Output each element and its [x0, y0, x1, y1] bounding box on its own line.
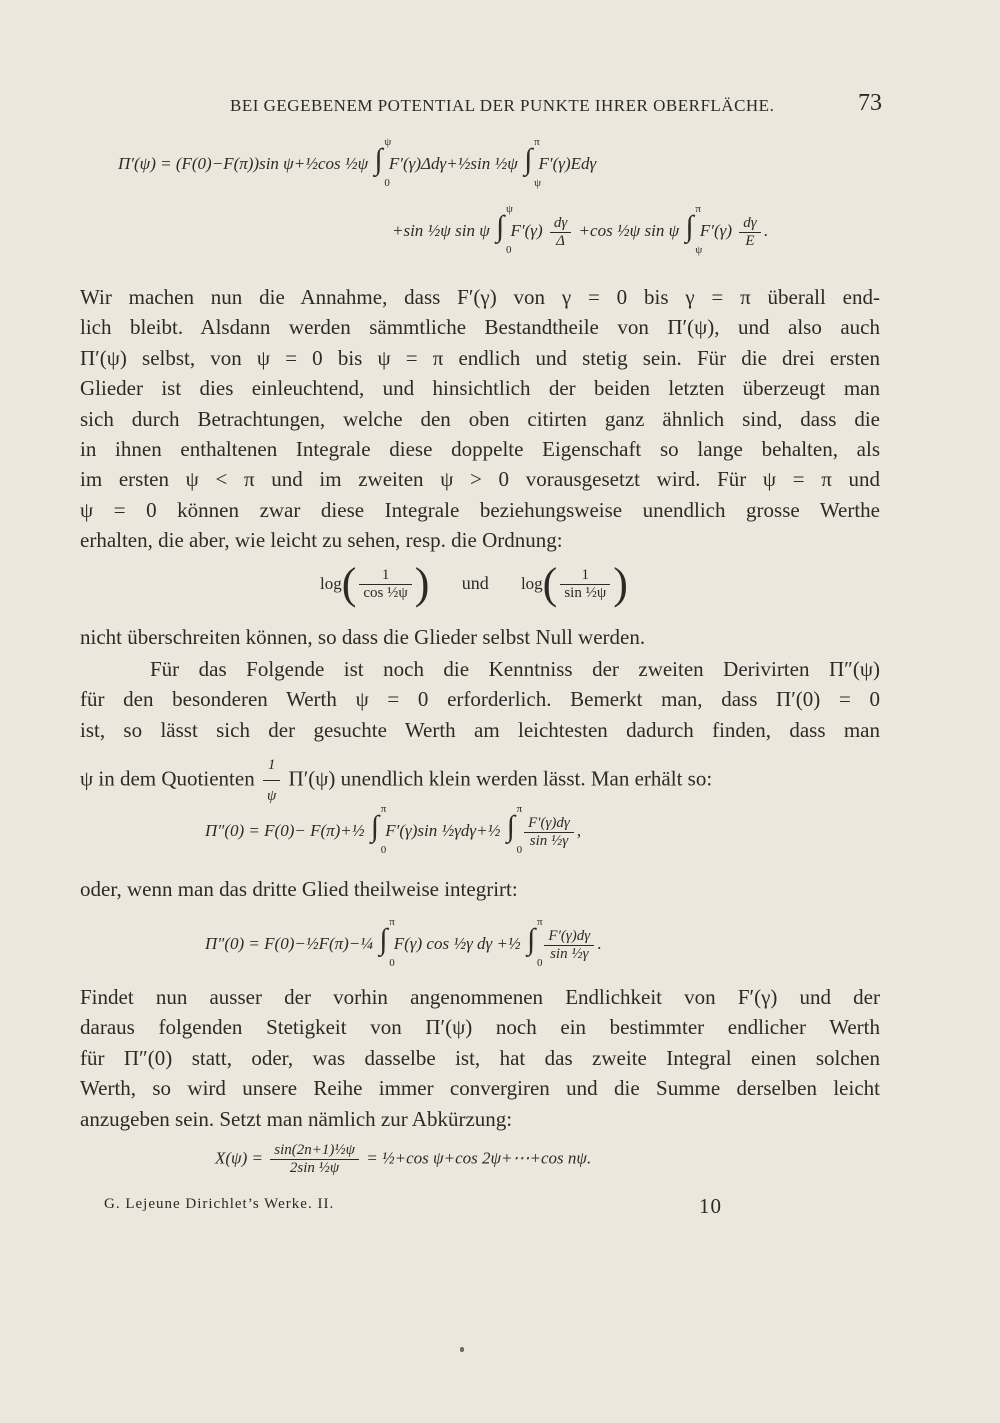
equation-5: Π″(0) = F(0)−½F(π)−¼ ∫ π 0 F(γ) cos ½γ dγ +½ ∫ π 0 $\frac{F'(\gamma)d\gamma}{\text{sin ½γ}}$ .	[205, 916, 602, 969]
integral-sign: ∫ π ψ	[524, 136, 541, 189]
fraction: $\frac{d\gamma}{E}$	[739, 215, 760, 250]
eq2-a: +sin ½ψ sin ψ	[392, 221, 490, 240]
paragraph-3: Für das Folgende ist noch die Kenntniss der zweiten Derivirten Π″(ψ) für den besonderen Werth ψ = 0 erforderlich. Bemerkt man, dass Π′(0) = 0 ist, so lässt sich der gesuchte Werth am leichtesten dadurch finden, dass man	[80, 657, 880, 742]
fraction: $\frac{\text{sin(2n+1)½ψ}}{\text{2sin ½ψ}}$	[270, 1142, 359, 1177]
eq1-mid: F′(γ)Δdγ+½sin ½ψ	[388, 154, 518, 173]
equation-2: +sin ½ψ sin ψ ∫ ψ 0 F′(γ) $\frac{d\gamma}{\Delta}$ +cos ½ψ sin ψ ∫ π ψ F′(γ) $\frac{d\gamma}{E}$ .	[392, 203, 768, 256]
page-footer	[104, 1194, 722, 1218]
eq1-end: F′(γ)Edγ	[538, 154, 597, 173]
signature-line: G. Lejeune Dirichlet’s Werke. II.	[104, 1196, 335, 1212]
eq1-lhs: Π′(ψ) = (F(0)−F(π))sin ψ+½cos ½ψ	[118, 154, 369, 173]
paragraph-1: Wir machen nun die Annahme, dass F′(γ) von γ = 0 bis γ = π überall end- lich bleibt. Alsdann werden sämmtliche Bestandtheile von Π′(ψ), und also auch Π′(ψ) selbst, von ψ = 0 bis ψ = π endlich und stetig sein. Für die drei ersten Glieder ist dies einleuchtend, und hinsichtlich der beiden letzten überzeugt man sich durch Betrachtungen, welche den oben citirten ganz ähnlich sind, dass die in ihnen enthaltenen Integrale diese doppelte Eigenschaft so lange behalten, als im ersten ψ < π und im zweiten ψ > 0 vorausgesetzt wird. Für ψ = π und ψ = 0 können zwar diese Integrale beziehungsweise unendlich grosse Werthe erhalten, die aber, wie leicht zu sehen, resp. die Ordnung:	[80, 285, 880, 553]
integral-sign: ∫ ψ 0	[496, 203, 513, 256]
fraction: $\frac{1}{\text{sin ½ψ}}$	[560, 567, 610, 602]
paragraph-4: oder, wenn man das dritte Glied theilweise integrirt:	[80, 877, 518, 901]
fraction: $\frac{1}{\psi}$	[263, 750, 280, 812]
log-expressions: log ( $\frac{1}{\text{cos ½ψ}}$ ) und log ( $\frac{1}{\text{sin ½ψ}}$ )	[320, 559, 628, 608]
paragraph-2: nicht überschreiten können, so dass die Glieder selbst Null werden.	[80, 625, 646, 649]
paragraph-5: Findet nun ausser der vorhin angenommenen Endlichkeit von F′(γ) und der daraus folgenden Stetigkeit von Π′(ψ) noch ein bestimmter endlicher Werth für Π″(0) statt, oder, was dasselbe ist, hat das zweite Integral einen solchen Werth, so wird unsere Reihe immer convergiren und die Summe derselben leicht anzugeben sein. Setzt man nämlich zur Abkürzung:	[80, 985, 880, 1131]
sheet-number: 10	[699, 1194, 722, 1218]
eq2-c: +cos ½ψ sin ψ	[578, 221, 680, 240]
integral-sign: ∫ ψ 0	[374, 136, 392, 189]
equation-4: Π″(0) = F(0)− F(π)+½ ∫ π 0 F′(γ)sin ½γdγ+½ ∫ π 0 $\frac{F'(\gamma)d\gamma}{\text{sin ½γ}}$ ,	[205, 803, 582, 856]
integral-sign: ∫ π 0	[370, 803, 387, 856]
integral-sign: ∫ π ψ	[685, 203, 703, 256]
integral-sign: ∫ π 0	[526, 916, 543, 969]
fraction: $\frac{1}{\text{cos ½ψ}}$	[359, 567, 411, 602]
integral-sign: ∫ π 0	[506, 803, 523, 856]
fraction: $\frac{d\gamma}{\Delta}$	[550, 215, 571, 250]
speck	[460, 1347, 464, 1352]
equation-1	[118, 136, 597, 189]
eq2-d: F′(γ)	[699, 221, 732, 240]
paragraph-3-last-line: ψ in dem Quotienten $\frac{1}{\psi}$ Π′(ψ) unendlich klein werden lässt. Man erhält so:	[80, 750, 880, 812]
page-number: 73	[858, 90, 882, 116]
fraction: $\frac{F'(\gamma)d\gamma}{\text{sin ½γ}}$	[524, 815, 574, 850]
page-header	[80, 90, 882, 126]
eq2-b: F′(γ)	[510, 221, 543, 240]
fraction: $\frac{F'(\gamma)d\gamma}{\text{sin ½γ}}$	[544, 928, 594, 963]
equation-6: X(ψ) = $\frac{\text{sin(2n+1)½ψ}}{\text{2sin ½ψ}}$ = ½+cos ψ+cos 2ψ+⋯+cos nψ.	[215, 1142, 592, 1176]
running-title: BEI GEGEBENEM POTENTIAL DER PUNKTE IHRER OBERFLÄCHE.	[230, 96, 775, 115]
integral-sign: ∫ π 0	[379, 916, 395, 969]
